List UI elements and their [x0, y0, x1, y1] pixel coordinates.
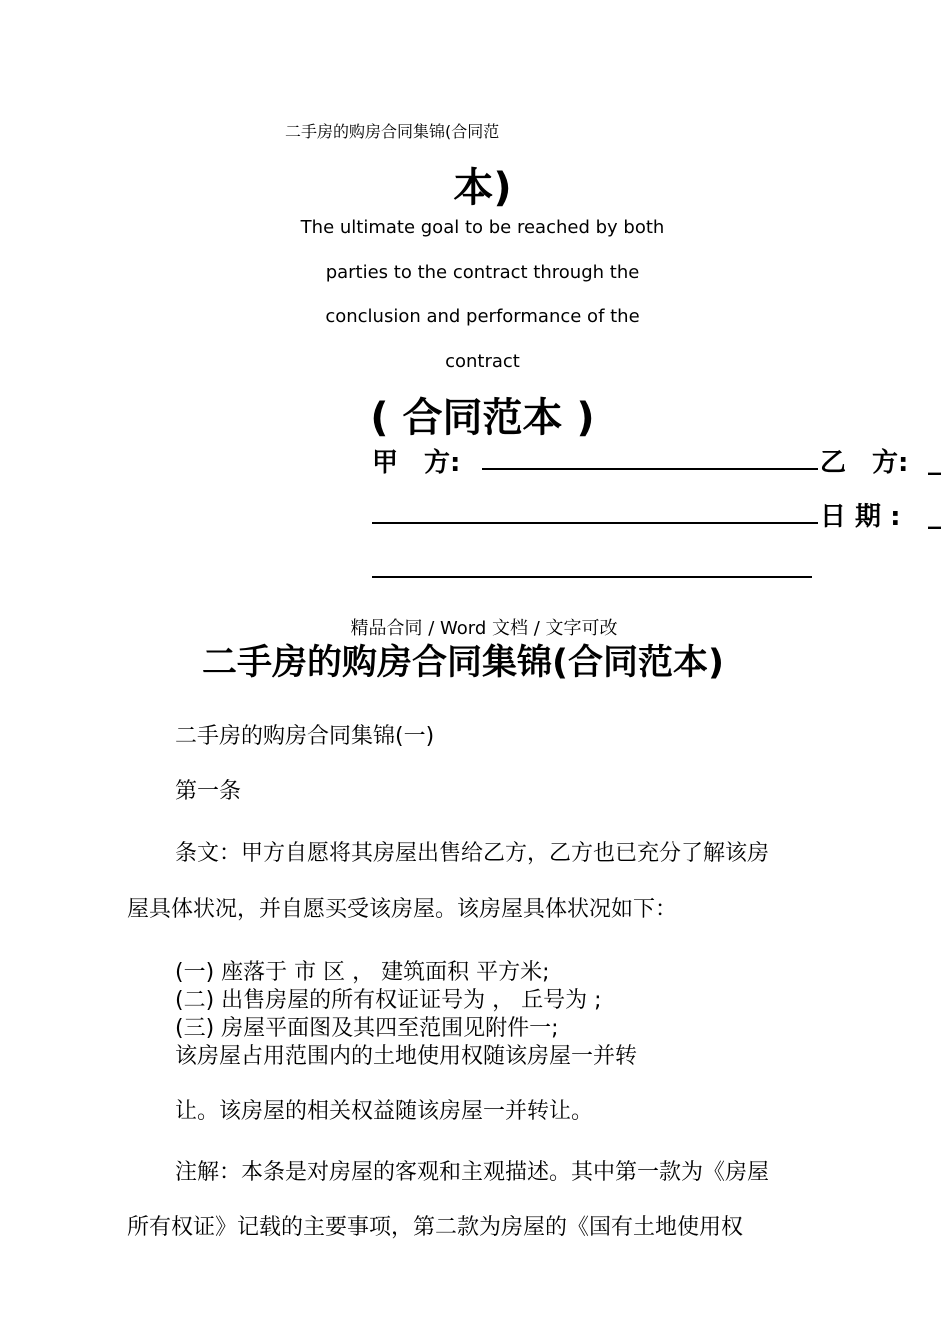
cover-small-title: 二手房的购房合同集锦(合同范 — [285, 122, 500, 141]
english-line: parties to the contract through the — [325, 261, 640, 283]
section-heading: 二手房的购房合同集锦(一) — [175, 724, 435, 749]
party-b-label: 乙 方: — [820, 448, 909, 478]
date-label: 日 期 : — [820, 502, 901, 532]
english-line: conclusion and performance of the — [325, 306, 640, 327]
list-item: (三) 房屋平面图及其四至范围见附件一; — [175, 1016, 559, 1041]
cover-template-label: ( 合同范本 ) — [370, 395, 595, 441]
english-line: contract — [445, 350, 520, 372]
document-title: 二手房的购房合同集锦(合同范本) — [202, 643, 724, 683]
list-item: (一) 座落于 市 区 ， 建筑面积 平方米; — [175, 960, 550, 985]
article-heading: 第一条 — [175, 779, 242, 804]
party-a-second-line — [372, 522, 818, 524]
land-rights-text: 该房屋占用范围内的土地使用权随该房屋一并转 — [175, 1044, 638, 1069]
english-line: The ultimate goal to be reached by both — [300, 217, 665, 238]
note-text: 注解：本条是对房屋的客观和主观描述。其中第一款为《房屋 — [175, 1160, 770, 1185]
party-a-label: 甲 方: — [372, 448, 461, 478]
note-text-continued: 所有权证》记载的主要事项，第二款为房屋的《国有土地使用权 — [127, 1215, 744, 1240]
tagline: 精品合同 / Word 文档 / 文字可改 — [350, 618, 618, 639]
clause-text: 条文：甲方自愿将其房屋出售给乙方，乙方也已充分了解该房 — [175, 841, 770, 866]
cover-english-statement — [0, 206, 950, 384]
list-item: (二) 出售房屋的所有权证证号为 ， 丘号为 ; — [175, 988, 602, 1013]
land-rights-text-continued: 让。该房屋的相关权益随该房屋一并转让。 — [175, 1099, 594, 1124]
clause-text-continued: 屋具体状况，并自愿买受该房屋。该房屋具体状况如下： — [127, 897, 678, 922]
party-b-line-stub: _ — [928, 446, 941, 476]
cover-title-tail: 本) — [453, 165, 512, 211]
date-line-stub: _ — [928, 500, 941, 530]
signature-line — [372, 576, 812, 578]
party-a-line — [482, 468, 818, 470]
